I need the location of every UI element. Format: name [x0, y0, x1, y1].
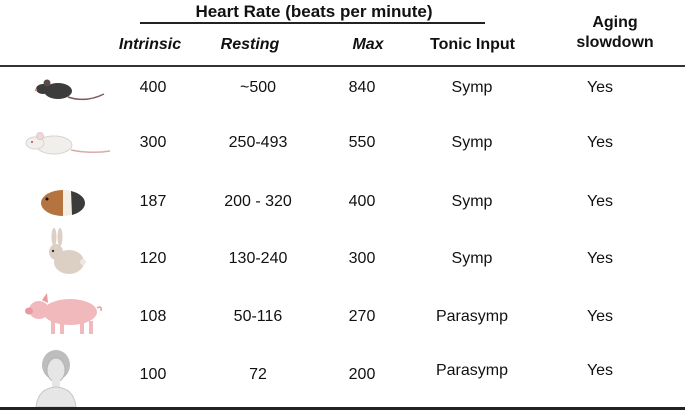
col-header-max: Max	[352, 36, 384, 53]
row5-max: 270	[348, 308, 376, 325]
col-header-intrinsic: Intrinsic	[118, 36, 182, 53]
row2-aging: Yes	[586, 134, 614, 151]
row4-tonic: Symp	[451, 250, 493, 267]
row3-intrinsic: 187	[139, 193, 167, 210]
group-underline	[140, 22, 485, 24]
row5-resting: 50-116	[233, 308, 283, 325]
aging-header-line2: slowdown	[576, 34, 654, 51]
row6-max: 200	[348, 366, 376, 383]
row6-resting: 72	[249, 366, 267, 383]
row4-resting: 130-240	[228, 250, 288, 267]
col-header-aging-slowdown	[560, 13, 670, 53]
row5-aging: Yes	[586, 308, 614, 325]
row2-tonic: Symp	[451, 134, 493, 151]
row2-max: 550	[348, 134, 376, 151]
row6-aging: Yes	[586, 362, 614, 379]
aging-header-line1: Aging	[592, 14, 638, 31]
row1-aging: Yes	[586, 79, 614, 96]
row3-tonic: Symp	[451, 193, 493, 210]
row4-max: 300	[348, 250, 376, 267]
row4-aging: Yes	[586, 250, 614, 267]
row5-intrinsic: 108	[139, 308, 167, 325]
row1-max: 840	[348, 79, 376, 96]
row3-resting: 200 - 320	[224, 193, 292, 210]
bottom-rule	[0, 407, 685, 410]
row6-intrinsic: 100	[139, 366, 167, 383]
row6-tonic: Parasymp	[435, 362, 509, 379]
row1-tonic: Symp	[451, 79, 493, 96]
row2-intrinsic: 300	[139, 134, 167, 151]
row2-resting: 250-493	[228, 134, 288, 151]
row5-tonic: Parasymp	[435, 308, 509, 325]
row1-resting: ~500	[239, 79, 277, 96]
row3-max: 400	[348, 193, 376, 210]
col-header-tonic-input: Tonic Input	[429, 36, 515, 53]
heart-rate-group-title: Heart Rate (beats per minute)	[195, 2, 433, 21]
row1-intrinsic: 400	[139, 79, 167, 96]
row3-aging: Yes	[586, 193, 614, 210]
col-header-resting: Resting	[220, 36, 280, 53]
row4-intrinsic: 120	[139, 250, 167, 267]
